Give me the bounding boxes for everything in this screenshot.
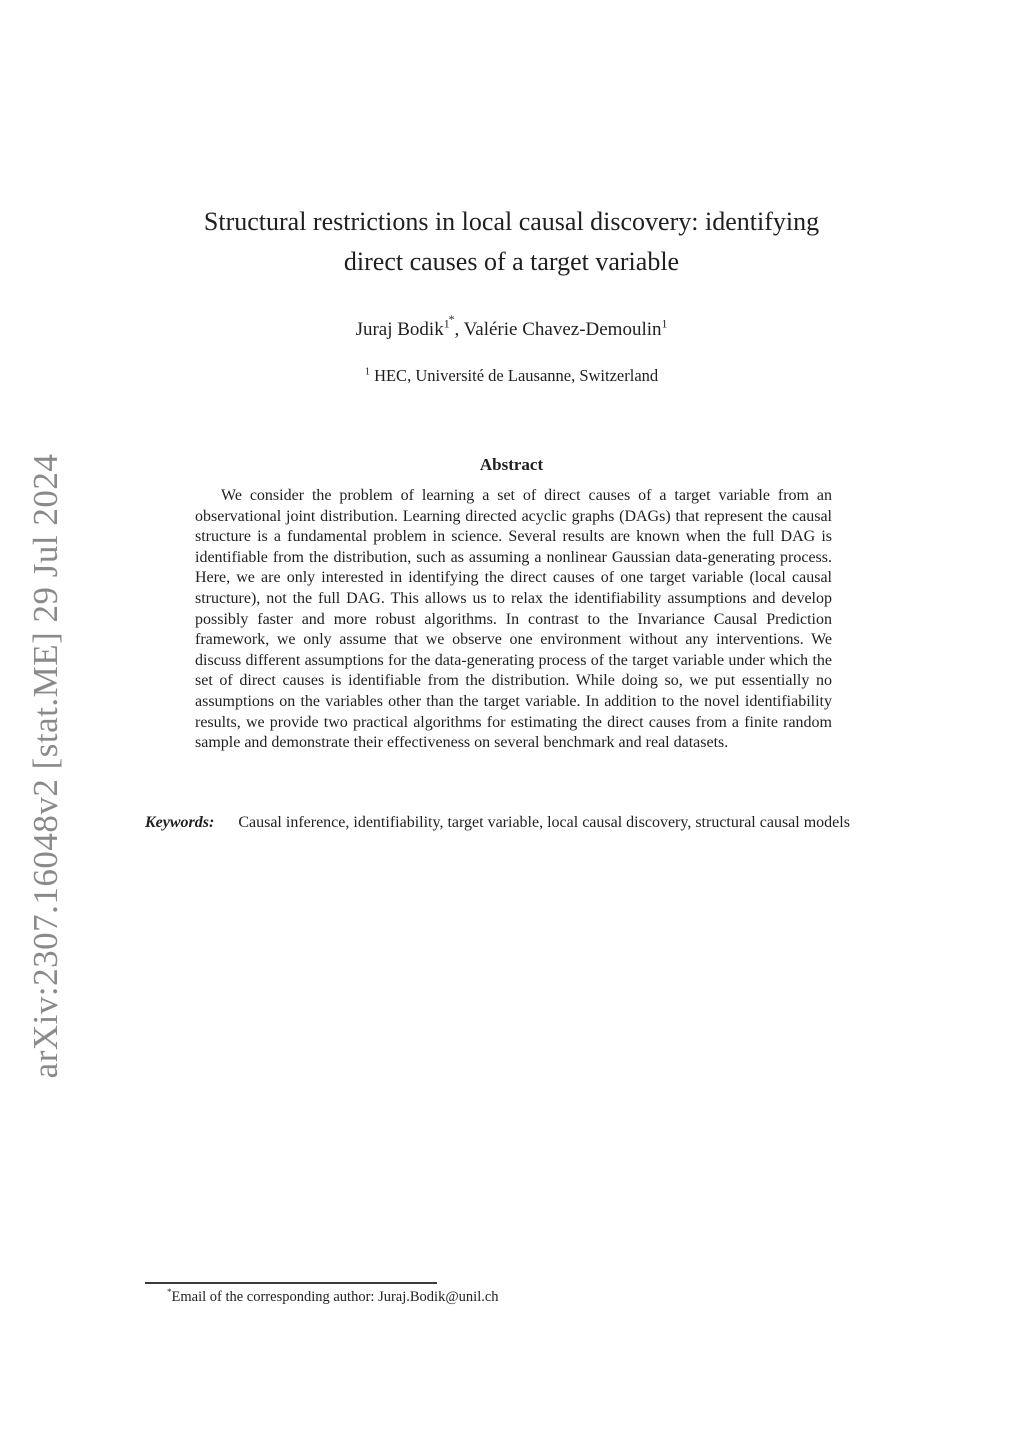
paper-title bbox=[145, 202, 878, 282]
keywords-text: Causal inference, identifiability, target variable, local causal discovery, structural causal models bbox=[238, 814, 850, 831]
footnote-marker: * bbox=[167, 1287, 172, 1298]
footnote-body: Email of the corresponding author: Juraj.Bodik@unil.ch bbox=[171, 1289, 499, 1305]
author-1-footnote-star: * bbox=[448, 312, 455, 326]
keywords-label: Keywords: bbox=[145, 814, 215, 831]
paper-title-line-1: Structural restrictions in local causal discovery: identifying bbox=[203, 207, 820, 236]
affiliation-mark: 1 bbox=[364, 366, 370, 378]
abstract-text: We consider the problem of learning a set of direct causes of a target variable from an observational joint distribution. Learning directed acyclic graphs (DAGs) that represent the causal structure is a fundamental problem in science. Several results are known when the full DAG is identifiable from the distribution, such as assuming a nonlinear Gaussian data-generating process. Here, we are only interested in identifying the direct causes of one target variable (local causal structure), not the full DAG. This allows us to relax the identifiability assumptions and develop possibly faster and more robust algorithms. In contrast to the Invariance Causal Prediction framework, we only assume that we observe one environment without any interventions. We discuss different assumptions for the data-generating process of the target variable under which the set of direct causes is identifiable from the distribution. While doing so, we put essentially no assumptions on the variables other than the target variable. In addition to the novel identifiability results, we provide two practical algorithms for estimating the direct causes from a finite random sample and demonstrate their effectiveness on several benchmark and real datasets. bbox=[195, 487, 832, 752]
arxiv-watermark: arXiv:2307.16048v2 [stat.ME] 29 Jul 2024 bbox=[26, 453, 65, 1079]
affiliation-text: HEC, Université de Lausanne, Switzerland bbox=[369, 366, 659, 385]
abstract-heading: Abstract bbox=[479, 455, 544, 474]
paper-content bbox=[145, 0, 878, 1448]
footnote bbox=[145, 1282, 878, 1306]
footnote-rule bbox=[145, 1282, 437, 1284]
footnote-text bbox=[145, 1289, 878, 1306]
affiliation bbox=[145, 366, 878, 386]
author-2-name: Valérie Chavez-Demoulin bbox=[463, 319, 662, 340]
keywords bbox=[145, 812, 878, 834]
author-list bbox=[145, 312, 878, 341]
author-2-affiliation-mark: 1 bbox=[661, 317, 668, 331]
paper-title-line-2: direct causes of a target variable bbox=[343, 247, 680, 276]
author-1-name: Juraj Bodik bbox=[355, 319, 444, 340]
author-1-affiliation-mark: 1 bbox=[443, 317, 450, 331]
author-separator: , bbox=[454, 319, 464, 340]
